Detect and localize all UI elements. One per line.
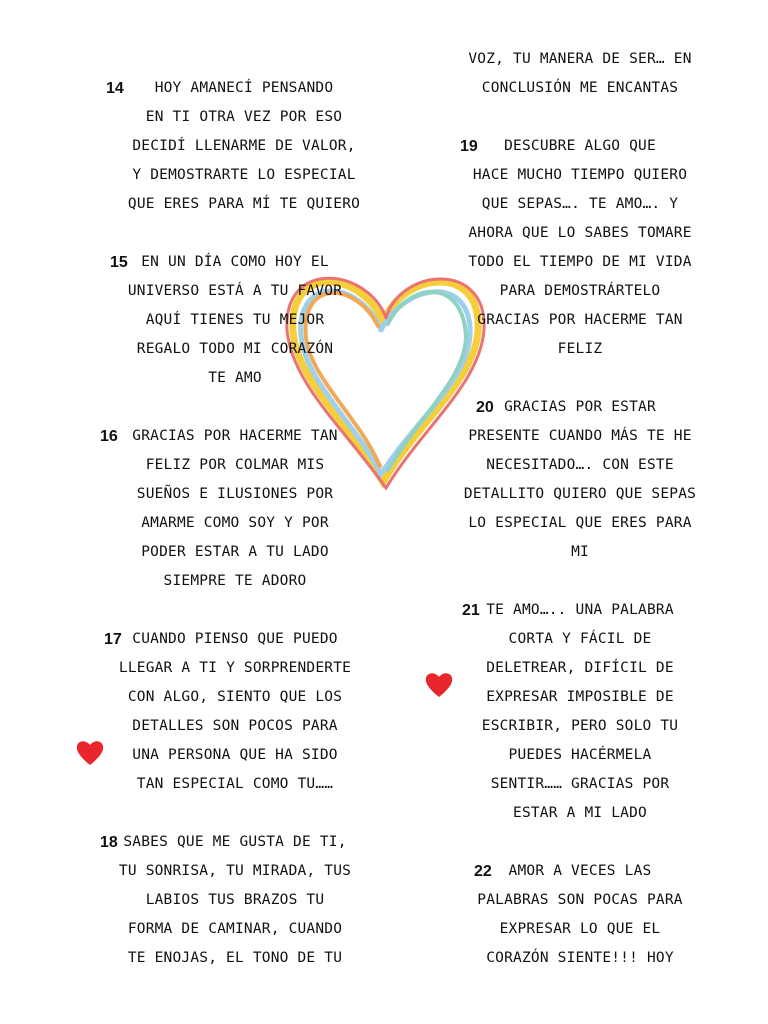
entry-line: PARA DEMOSTRÁRTELO <box>499 283 661 299</box>
entry-line: CORTA Y FÁCIL DE <box>508 631 652 647</box>
entry-line: SIEMPRE TE ADORO <box>163 573 307 589</box>
entry-line: AHORA QUE LO SABES TOMARE <box>468 225 692 241</box>
entry-line: TU SONRISA, TU MIRADA, TUS <box>118 863 352 879</box>
entry-line: DETALLES SON POCOS PARA <box>132 718 338 734</box>
entry-22 <box>450 857 710 973</box>
entry-line: FORMA DE CAMINAR, CUANDO <box>127 921 343 937</box>
entry-line: UNA PERSONA QUE HA SIDO <box>132 747 338 763</box>
entry-line: SUEÑOS E ILUSIONES POR <box>136 486 334 502</box>
entry-line: SABES QUE ME GUSTA DE TI, <box>123 834 347 850</box>
entry-line: DELETREAR, DIFÍCIL DE <box>486 660 674 676</box>
entry-line: GRACIAS POR HACERME TAN <box>132 428 338 444</box>
entry-line: AMOR A VECES LAS <box>508 863 652 879</box>
entry-number: 22 <box>474 863 492 880</box>
entry-line: EN TI OTRA VEZ POR ESO <box>145 109 343 125</box>
entry-number: 17 <box>104 631 122 648</box>
entry-line: QUE ERES PARA MÍ TE QUIERO <box>127 196 361 212</box>
entry-line: DECIDÍ LLENARME DE VALOR, <box>132 138 356 154</box>
entry-line: LABIOS TUS BRAZOS TU <box>145 892 325 908</box>
entry-line: TE ENOJAS, EL TONO DE TU <box>127 950 343 966</box>
entry-line: REGALO TODO MI CORAZÓN <box>136 341 334 357</box>
entry-14 <box>100 74 370 219</box>
entry-line: Y DEMOSTRARTE LO ESPECIAL <box>132 167 356 183</box>
entry-line: UNIVERSO ESTÁ A TU FAVOR <box>127 283 343 299</box>
entry-line: EN UN DÍA COMO HOY EL <box>141 254 329 270</box>
entry-line: GRACIAS POR HACERME TAN <box>477 312 683 328</box>
entry-16 <box>100 422 370 596</box>
entry-number: 14 <box>106 80 124 97</box>
entry-line: MI <box>571 544 589 560</box>
entry-line: LLEGAR A TI Y SORPRENDERTE <box>118 660 352 676</box>
entry-number: 20 <box>476 399 494 416</box>
entry-15 <box>100 248 370 393</box>
entry-number: 18 <box>100 834 118 851</box>
entry-line: LO ESPECIAL QUE ERES PARA <box>468 515 692 531</box>
entry-line: AMARME COMO SOY Y POR <box>141 515 329 531</box>
entry-line: NECESITADO…. CON ESTE <box>486 457 674 473</box>
entry-line: PALABRAS SON POCAS PARA <box>477 892 683 908</box>
entry-21 <box>450 596 710 828</box>
entry-line: DESCUBRE ALGO QUE <box>504 138 656 154</box>
entry-line: CONCLUSIÓN ME ENCANTAS <box>481 80 679 96</box>
right-column <box>450 45 710 973</box>
entry-number: 21 <box>462 602 480 619</box>
entry-line: CORAZÓN SIENTE!!! HOY <box>486 950 674 966</box>
entry-line: TODO EL TIEMPO DE MI VIDA <box>468 254 692 270</box>
entry-line: HACE MUCHO TIEMPO QUIERO <box>472 167 688 183</box>
entry-19 <box>450 132 710 364</box>
entry-line: CON ALGO, SIENTO QUE LOS <box>127 689 343 705</box>
entry-line: HOY AMANECÍ PENSANDO <box>154 80 334 96</box>
entry-line: DETALLITO QUIERO QUE SEPAS <box>463 486 697 502</box>
entry-line: TE AMO <box>208 370 262 386</box>
entry-line: FELIZ POR COLMAR MIS <box>145 457 325 473</box>
entry-20 <box>450 393 710 567</box>
entry-line: SENTIR…… GRACIAS POR <box>490 776 670 792</box>
entry-line: QUE SEPAS…. TE AMO…. Y <box>481 196 679 212</box>
entry-line: VOZ, TU MANERA DE SER… EN <box>468 51 692 67</box>
entry-line: ESTAR A MI LADO <box>513 805 647 821</box>
entry-line: EXPRESAR LO QUE EL <box>499 921 661 937</box>
entry-line: FELIZ <box>557 341 603 357</box>
entry-line: PRESENTE CUANDO MÁS TE HE <box>468 428 692 444</box>
entry-17 <box>100 625 370 799</box>
entry-number: 19 <box>460 138 478 155</box>
entry-number: 16 <box>100 428 118 445</box>
left-column <box>100 74 370 973</box>
entry-line: AQUÍ TIENES TU MEJOR <box>145 312 325 328</box>
entry-line: CUANDO PIENSO QUE PUEDO <box>132 631 338 647</box>
entry-line: EXPRESAR IMPOSIBLE DE <box>486 689 674 705</box>
entry-line: TAN ESPECIAL COMO TU…… <box>136 776 334 792</box>
entry-line: TE AMO….. UNA PALABRA <box>486 602 674 618</box>
entry-18-continued <box>450 45 710 103</box>
entry-line: PODER ESTAR A TU LADO <box>141 544 329 560</box>
entry-line: PUEDES HACÉRMELA <box>508 747 652 763</box>
entry-18 <box>100 828 370 973</box>
entry-line: ESCRIBIR, PERO SOLO TU <box>481 718 679 734</box>
entry-number: 15 <box>110 254 128 271</box>
entry-line: GRACIAS POR ESTAR <box>504 399 656 415</box>
